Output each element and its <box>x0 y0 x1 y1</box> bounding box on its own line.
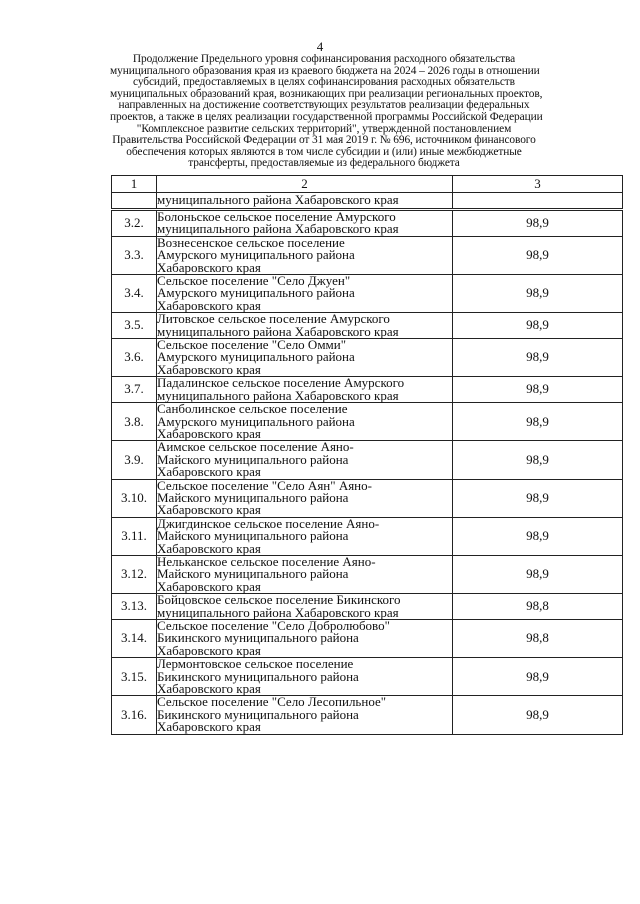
cofinancing-level-value: 98,9 <box>453 210 623 237</box>
table-row <box>112 555 623 593</box>
table-row <box>112 479 623 517</box>
settlement-name-line: муниципального района Хабаровского края <box>157 221 399 237</box>
settlement-name-line: Амурского муниципального района <box>157 247 355 263</box>
subsidy-table <box>111 175 623 735</box>
settlement-name-line: Бойцовское сельское поселение Бикинского <box>157 592 401 608</box>
row-number: 3.6. <box>112 339 157 377</box>
settlement-name <box>157 313 453 339</box>
settlement-name <box>157 275 453 313</box>
settlement-name-line: Сельское поселение "Село Омми" <box>157 337 347 353</box>
cofinancing-level-value: 98,8 <box>453 620 623 658</box>
row-number: 3.7. <box>112 377 157 403</box>
row-number: 3.4. <box>112 275 157 313</box>
settlement-name-line: Хабаровского края <box>157 719 261 735</box>
heading-line: "Комплексное развитие сельских территорий", утвержденной постановлением <box>136 122 512 135</box>
table-row <box>112 236 623 274</box>
table-row <box>112 696 623 734</box>
heading-line: направленных на достижение соответствующих результатов реализации федеральных <box>118 99 530 112</box>
settlement-name <box>157 236 453 274</box>
settlement-name-line: Хабаровского края <box>157 681 261 697</box>
table-row <box>112 517 623 555</box>
settlement-name-line: Майского муниципального района <box>157 566 349 582</box>
cofinancing-level-value: 98,9 <box>453 555 623 593</box>
settlement-name-line: Хабаровского края <box>157 259 261 275</box>
row-number: 3.10. <box>112 479 157 517</box>
cofinancing-level-value: 98,9 <box>453 696 623 734</box>
settlement-name-line: Вознесенское сельское поселение <box>157 234 345 250</box>
table-header-row <box>112 176 623 193</box>
settlement-name-line: Бикинского муниципального района <box>157 706 359 722</box>
settlement-name-line: Майского муниципального района <box>157 489 349 505</box>
page-number: 4 <box>316 39 324 54</box>
settlement-name-line: муниципального района Хабаровского края <box>157 323 399 339</box>
heading-line: муниципальных образований края, возникающих при реализации региональных проектов, <box>110 87 543 100</box>
settlement-name-line: Хабаровского края <box>157 642 261 658</box>
settlement-name <box>157 517 453 555</box>
table-row <box>112 275 623 313</box>
row-number: 3.12. <box>112 555 157 593</box>
settlement-name-line: Бикинского муниципального района <box>157 630 359 646</box>
settlement-name-line: Хабаровского края <box>157 297 261 313</box>
table-row <box>112 403 623 441</box>
cofinancing-level-value: 98,8 <box>453 594 623 620</box>
cofinancing-level-value: 98,9 <box>453 658 623 696</box>
settlement-name <box>157 696 453 734</box>
row-number: 3.3. <box>112 236 157 274</box>
column-header-name: 2 <box>157 176 453 193</box>
settlement-name <box>157 479 453 517</box>
table-row <box>112 594 623 620</box>
settlement-name-line: Хабаровского края <box>157 502 261 518</box>
settlement-name-line: Майского муниципального района <box>157 528 349 544</box>
table-row <box>112 339 623 377</box>
settlement-name-line: муниципального района Хабаровского края <box>157 604 399 620</box>
heading-line: муниципального образования края из краевого бюджета на 2024 – 2026 годы в отношении <box>110 64 540 77</box>
settlement-name-line: муниципального района Хабаровского края <box>157 192 399 208</box>
cofinancing-level-value: 98,9 <box>453 517 623 555</box>
settlement-name-line: Хабаровского края <box>157 540 261 556</box>
table-row <box>112 377 623 403</box>
settlement-name <box>157 555 453 593</box>
settlement-name-line: Хабаровского края <box>157 425 261 441</box>
row-number: 3.11. <box>112 517 157 555</box>
settlement-name-line: Нельканское сельское поселение Аяно- <box>157 553 376 569</box>
settlement-name-line: Сельское поселение "Село Аян" Аяно- <box>157 477 372 493</box>
settlement-name-line: Сельское поселение "Село Лесопильное" <box>157 694 387 710</box>
cofinancing-level-value <box>453 193 623 210</box>
row-number: 3.2. <box>112 210 157 237</box>
heading-line: Продолжение Предельного уровня софинансирования расходного обязательства <box>132 53 516 65</box>
row-number: 3.9. <box>112 441 157 479</box>
heading-line: обеспечения которых являются в том числе субсидии и (или) иные межбюджетные <box>126 145 522 158</box>
settlement-name-line: Хабаровского края <box>157 464 261 480</box>
table-row <box>112 441 623 479</box>
table-row <box>112 658 623 696</box>
row-number: 3.15. <box>112 658 157 696</box>
settlement-name <box>157 377 453 403</box>
settlement-name <box>157 339 453 377</box>
settlement-name-line: Сельское поселение "Село Джуен" <box>157 273 351 289</box>
settlement-name-line: Сельское поселение "Село Добролюбово" <box>157 618 390 633</box>
settlement-name <box>157 658 453 696</box>
settlement-name-line: Аимское сельское поселение Аяно- <box>157 439 354 455</box>
table-row <box>112 210 623 237</box>
cofinancing-level-value: 98,9 <box>453 479 623 517</box>
cofinancing-level-value: 98,9 <box>453 403 623 441</box>
settlement-name <box>157 620 453 658</box>
column-header-number: 1 <box>112 176 157 193</box>
heading-line: Правительства Российской Федерации от 31 мая 2019 г. № 696, источником финансового <box>112 134 536 147</box>
settlement-name-line: Падалинское сельское поселение Амурского <box>157 375 405 391</box>
settlement-name-line: Хабаровского края <box>157 578 261 594</box>
settlement-name-line: Лермонтовское сельское поселение <box>157 656 354 672</box>
settlement-name-line: Литовское сельское поселение Амурского <box>157 311 390 327</box>
settlement-name-line: Санболинское сельское поселение <box>157 401 348 417</box>
heading-line: трансферты, предоставляемые из федерального бюджета <box>188 157 460 170</box>
table-row <box>112 193 623 210</box>
settlement-name-line: Амурского муниципального района <box>157 285 355 301</box>
heading-line: субсидий, предоставляемых в целях софинансирования расходных обязательств <box>133 76 515 89</box>
settlement-name-line: Майского муниципального района <box>157 451 349 467</box>
cofinancing-level-value: 98,9 <box>453 236 623 274</box>
settlement-name-line: Болоньское сельское поселение Амурского <box>157 209 396 224</box>
cofinancing-level-value: 98,9 <box>453 275 623 313</box>
settlement-name <box>157 193 453 210</box>
table-row <box>112 620 623 658</box>
row-number: 3.8. <box>112 403 157 441</box>
row-number: 3.5. <box>112 313 157 339</box>
settlement-name <box>157 594 453 620</box>
settlement-name-line: Хабаровского края <box>157 361 261 377</box>
row-number: 3.16. <box>112 696 157 734</box>
settlement-name-line: Джигдинское сельское поселение Аяно- <box>157 515 380 531</box>
cofinancing-level-value: 98,9 <box>453 377 623 403</box>
document-heading <box>110 53 543 170</box>
cofinancing-level-value: 98,9 <box>453 313 623 339</box>
cofinancing-level-value: 98,9 <box>453 441 623 479</box>
settlement-name <box>157 403 453 441</box>
table-row <box>112 313 623 339</box>
settlement-name-line: Амурского муниципального района <box>157 413 355 429</box>
settlement-name-line: Бикинского муниципального района <box>157 668 359 684</box>
settlement-name <box>157 441 453 479</box>
heading-line: проектов, а также в целях реализации государственной программы Российской Федерации <box>110 110 543 123</box>
row-number: 3.14. <box>112 620 157 658</box>
row-number: 3.13. <box>112 594 157 620</box>
settlement-name-line: муниципального района Хабаровского края <box>157 387 399 403</box>
settlement-name <box>157 210 453 237</box>
column-header-value: 3 <box>453 176 623 193</box>
row-number <box>112 193 157 210</box>
cofinancing-level-value: 98,9 <box>453 339 623 377</box>
settlement-name-line: Амурского муниципального района <box>157 349 355 365</box>
